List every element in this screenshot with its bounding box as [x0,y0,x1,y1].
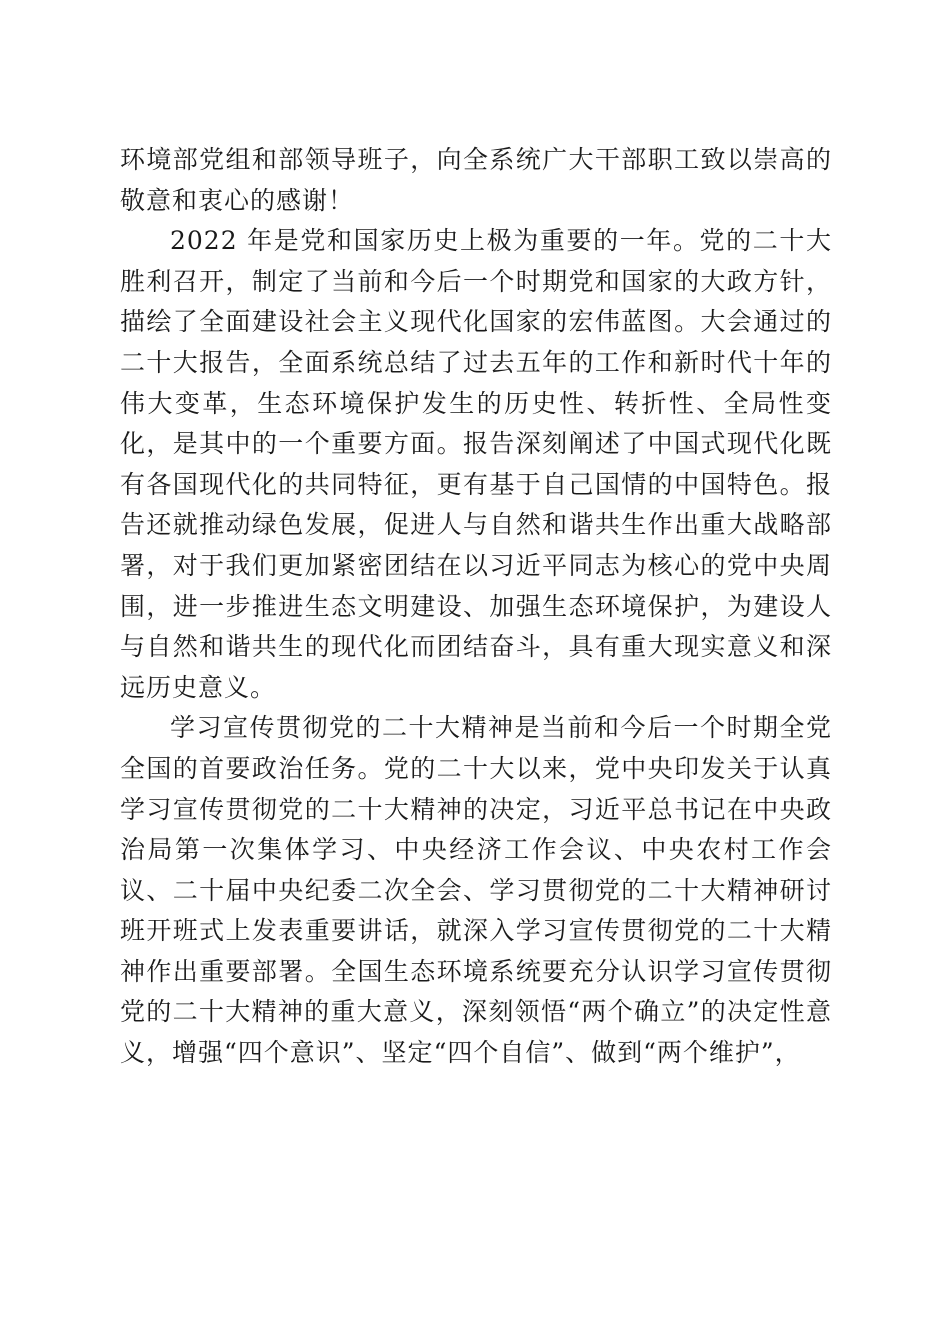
document-body [120,140,832,1074]
paragraph-2022-review: 2022 年是党和国家历史上极为重要的一年。党的二十大胜利召开，制定了当前和今后一个时期党和国家的大政方针，描绘了全面建设社会主义现代化国家的宏伟蓝图。大会通过的二十大报告，全面系统总结了过去五年的工作和新时代十年的伟大变革，生态环境保护发生的历史性、转折性、全局性变化，是其中的一个重要方面。报告深刻阐述了中国式现代化既有各国现代化的共同特征，更有基于自己国情的中国特色。报告还就推动绿色发展，促进人与自然和谐共生作出重大战略部署，对于我们更加紧密团结在以习近平同志为核心的党中央周围，进一步推进生态文明建设、加强生态环境保护，为建设人与自然和谐共生的现代化而团结奋斗，具有重大现实意义和深远历史意义。 [120,226,832,702]
paragraph-continued: 环境部党组和部领导班子，向全系统广大干部职工致以崇高的敬意和衷心的感谢！ [120,145,832,215]
paragraph-study-spirit: 学习宣传贯彻党的二十大精神是当前和今后一个时期全党全国的首要政治任务。党的二十大以来，党中央印发关于认真学习宣传贯彻党的二十大精神的决定，习近平总书记在中央政治局第一次集体学习、中央经济工作会议、中央农村工作会议、二十届中央纪委二次全会、学习贯彻党的二十大精神研讨班开班式上发表重要讲话，就深入学习宣传贯彻党的二十大精神作出重要部署。全国生态环境系统要充分认识学习宣传贯彻党的二十大精神的重大意义，深刻领悟“两个确立”的决定性意义，增强“四个意识”、坚定“四个自信”、做到“两个维护”， [120,713,832,1068]
